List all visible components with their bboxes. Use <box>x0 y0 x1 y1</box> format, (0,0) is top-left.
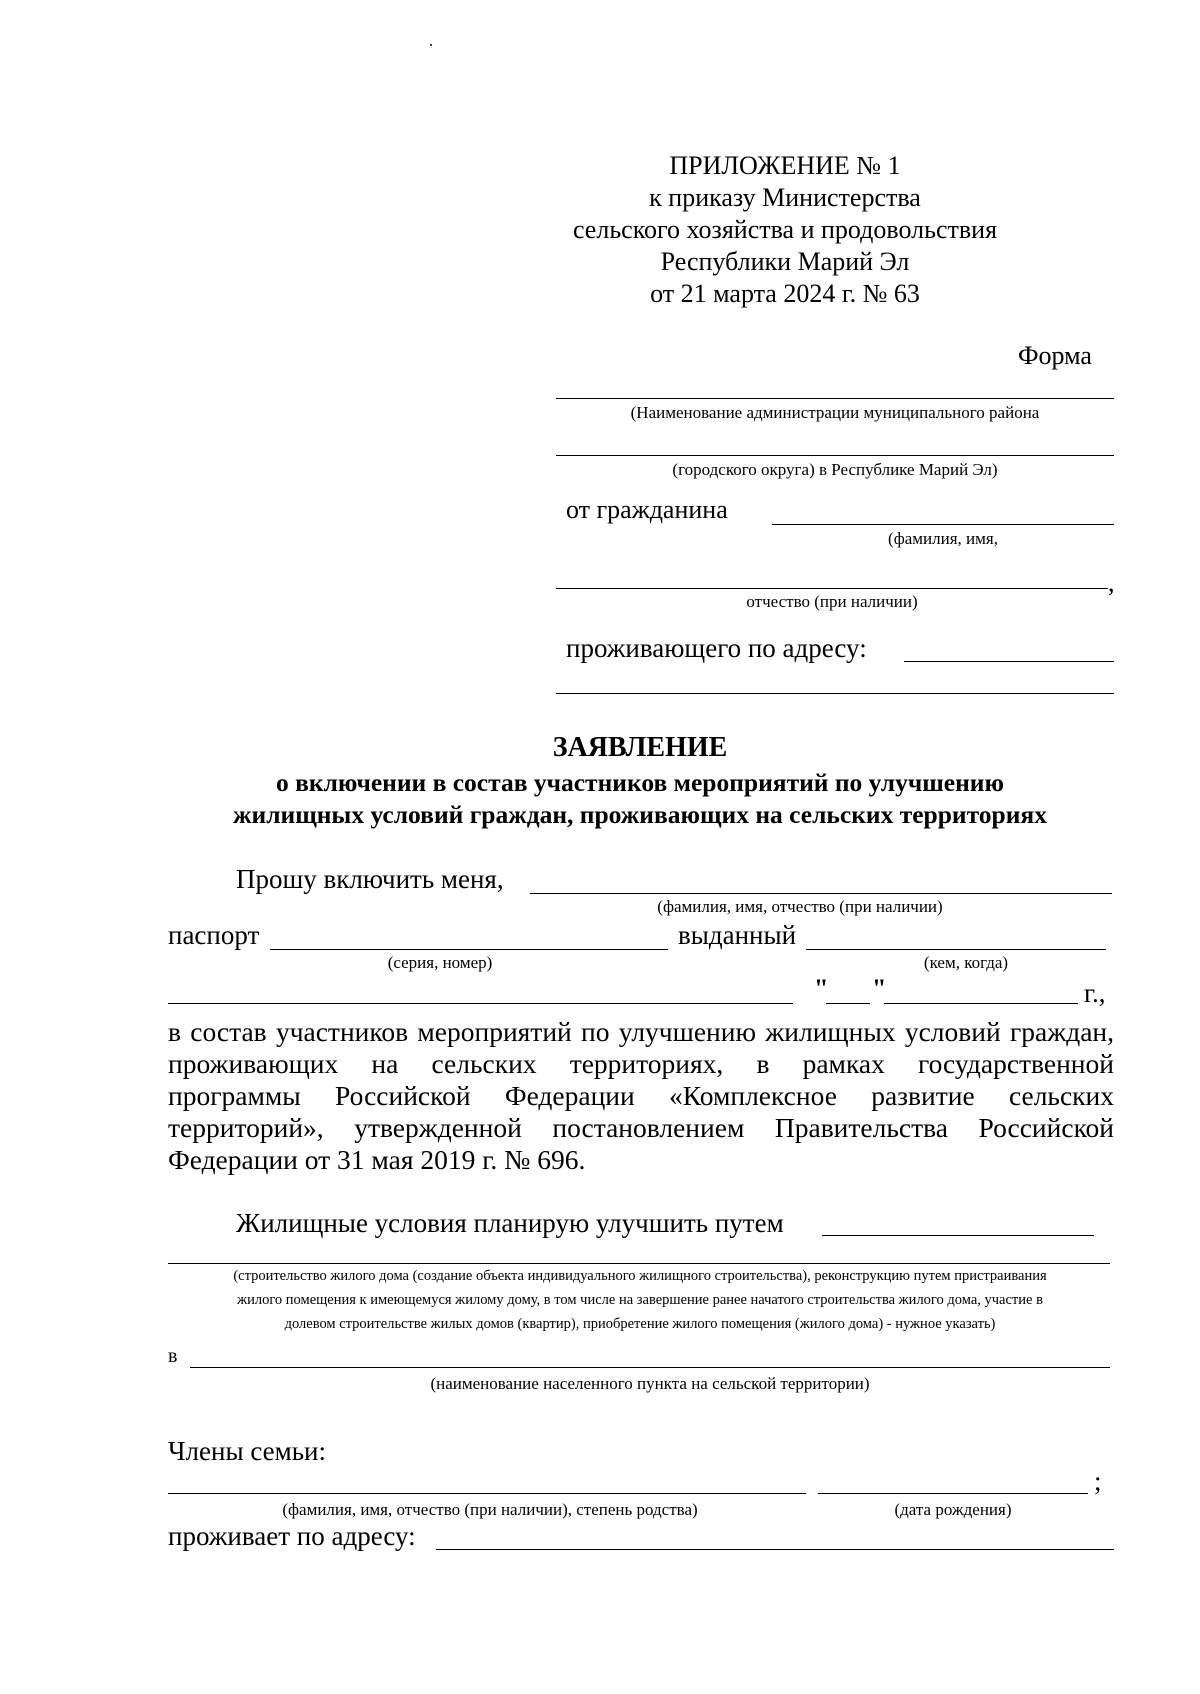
citizen-name-caption-1: (фамилия, имя, <box>888 529 998 548</box>
applicant-fio-line[interactable] <box>530 893 1112 894</box>
semicolon: ; <box>1094 1466 1102 1496</box>
quote-close: " <box>872 974 887 1003</box>
in-label: в <box>168 1345 178 1367</box>
citizen-name-line-1[interactable] <box>772 524 1114 525</box>
document-subtitle-1: о включении в состав участников мероприятий по улучшению <box>276 768 1004 797</box>
issued-caption: (кем, когда) <box>923 953 1009 972</box>
from-citizen-label: от гражданина <box>566 495 728 524</box>
improve-way-line-1[interactable] <box>822 1235 1094 1236</box>
quote-open: " <box>814 974 829 1003</box>
issued-by-line[interactable] <box>806 949 1106 950</box>
form-label: Форма <box>1018 341 1092 370</box>
day-line[interactable] <box>826 1003 870 1004</box>
issued-continued-line[interactable] <box>168 1003 793 1004</box>
scan-dot <box>430 44 432 46</box>
citizen-name-line-2[interactable] <box>556 588 1108 589</box>
passport-label: паспорт <box>168 920 260 950</box>
settlement-caption: (наименование населенного пункта на сельской территории) <box>430 1374 870 1393</box>
admin-name-caption-1: (Наименование администрации муниципального района <box>630 403 1040 422</box>
document-subtitle-2: жилищных условий граждан, проживающих на сельских территориях <box>233 800 1047 829</box>
citizen-name-caption-2: отчество (при наличии) <box>746 592 918 611</box>
improve-way-caption-1: (строительство жилого дома (создание объекта индивидуального жилищного строительства), реконструкцию путем пристраивания <box>233 1268 1047 1284</box>
paragraph-line-4: территорий», утвержденной постановлением Правительства Российской <box>168 1112 1114 1143</box>
paragraph-line-5: Федерации от 31 мая 2019 г. № 696. <box>168 1144 586 1175</box>
admin-name-line-2[interactable] <box>556 455 1114 456</box>
member-address-line[interactable] <box>436 1549 1114 1550</box>
admin-name-caption-2: (городского округа) в Республике Марий Эл) <box>672 460 998 479</box>
year-suffix: г., <box>1084 978 1106 1008</box>
family-member-line[interactable] <box>168 1493 806 1494</box>
appendix-title: ПРИЛОЖЕНИЕ № 1 <box>669 151 901 180</box>
document-title: ЗАЯВЛЕНИЕ <box>552 732 728 763</box>
residing-label: проживающего по адресу: <box>566 633 867 663</box>
lives-at-label: проживает по адресу: <box>168 1521 416 1551</box>
appendix-ref-line: к приказу Министерства <box>649 183 921 212</box>
birth-date-line[interactable] <box>818 1493 1088 1494</box>
improve-way-caption-2: жилого помещения к имеющемуся жилому дому, в том числе на завершение ранее начатого строительства жилого дома, участие в <box>237 1292 1043 1308</box>
paragraph-line-2: проживающих на сельских территориях, в рамках государственной <box>168 1048 1114 1079</box>
improve-way-caption-3: долевом строительстве жилых домов (квартир), приобретение жилого помещения (жилого дома) - нужное указать) <box>284 1316 996 1332</box>
passport-series-line[interactable] <box>270 949 668 950</box>
family-member-caption: (фамилия, имя, отчество (при наличии), степень родства) <box>282 1500 698 1519</box>
month-year-line[interactable] <box>884 1003 1078 1004</box>
issued-label: выданный <box>678 920 797 950</box>
comma: , <box>1108 568 1115 597</box>
paragraph-line-1: в состав участников мероприятий по улучшению жилищных условий граждан, <box>168 1016 1114 1047</box>
improve-label: Жилищные условия планирую улучшить путем <box>236 1208 784 1238</box>
address-line-2[interactable] <box>556 693 1114 694</box>
birth-date-caption: (дата рождения) <box>894 1500 1012 1519</box>
appendix-republic-line: Республики Марий Эл <box>660 247 910 276</box>
family-label: Члены семьи: <box>168 1436 326 1466</box>
address-line-1[interactable] <box>904 661 1114 662</box>
improve-way-line-2[interactable] <box>168 1263 1110 1264</box>
appendix-ministry-line: сельского хозяйства и продовольствия <box>572 215 998 244</box>
appendix-date-line: от 21 марта 2024 г. № 63 <box>650 279 920 308</box>
applicant-fio-caption: (фамилия, имя, отчество (при наличии) <box>657 897 943 916</box>
admin-name-line-1[interactable] <box>556 398 1114 399</box>
settlement-line[interactable] <box>190 1367 1110 1368</box>
request-label: Прошу включить меня, <box>236 864 504 894</box>
passport-series-caption: (серия, номер) <box>387 953 493 972</box>
paragraph-line-3: программы Российской Федерации «Комплексное развитие сельских <box>168 1080 1114 1111</box>
